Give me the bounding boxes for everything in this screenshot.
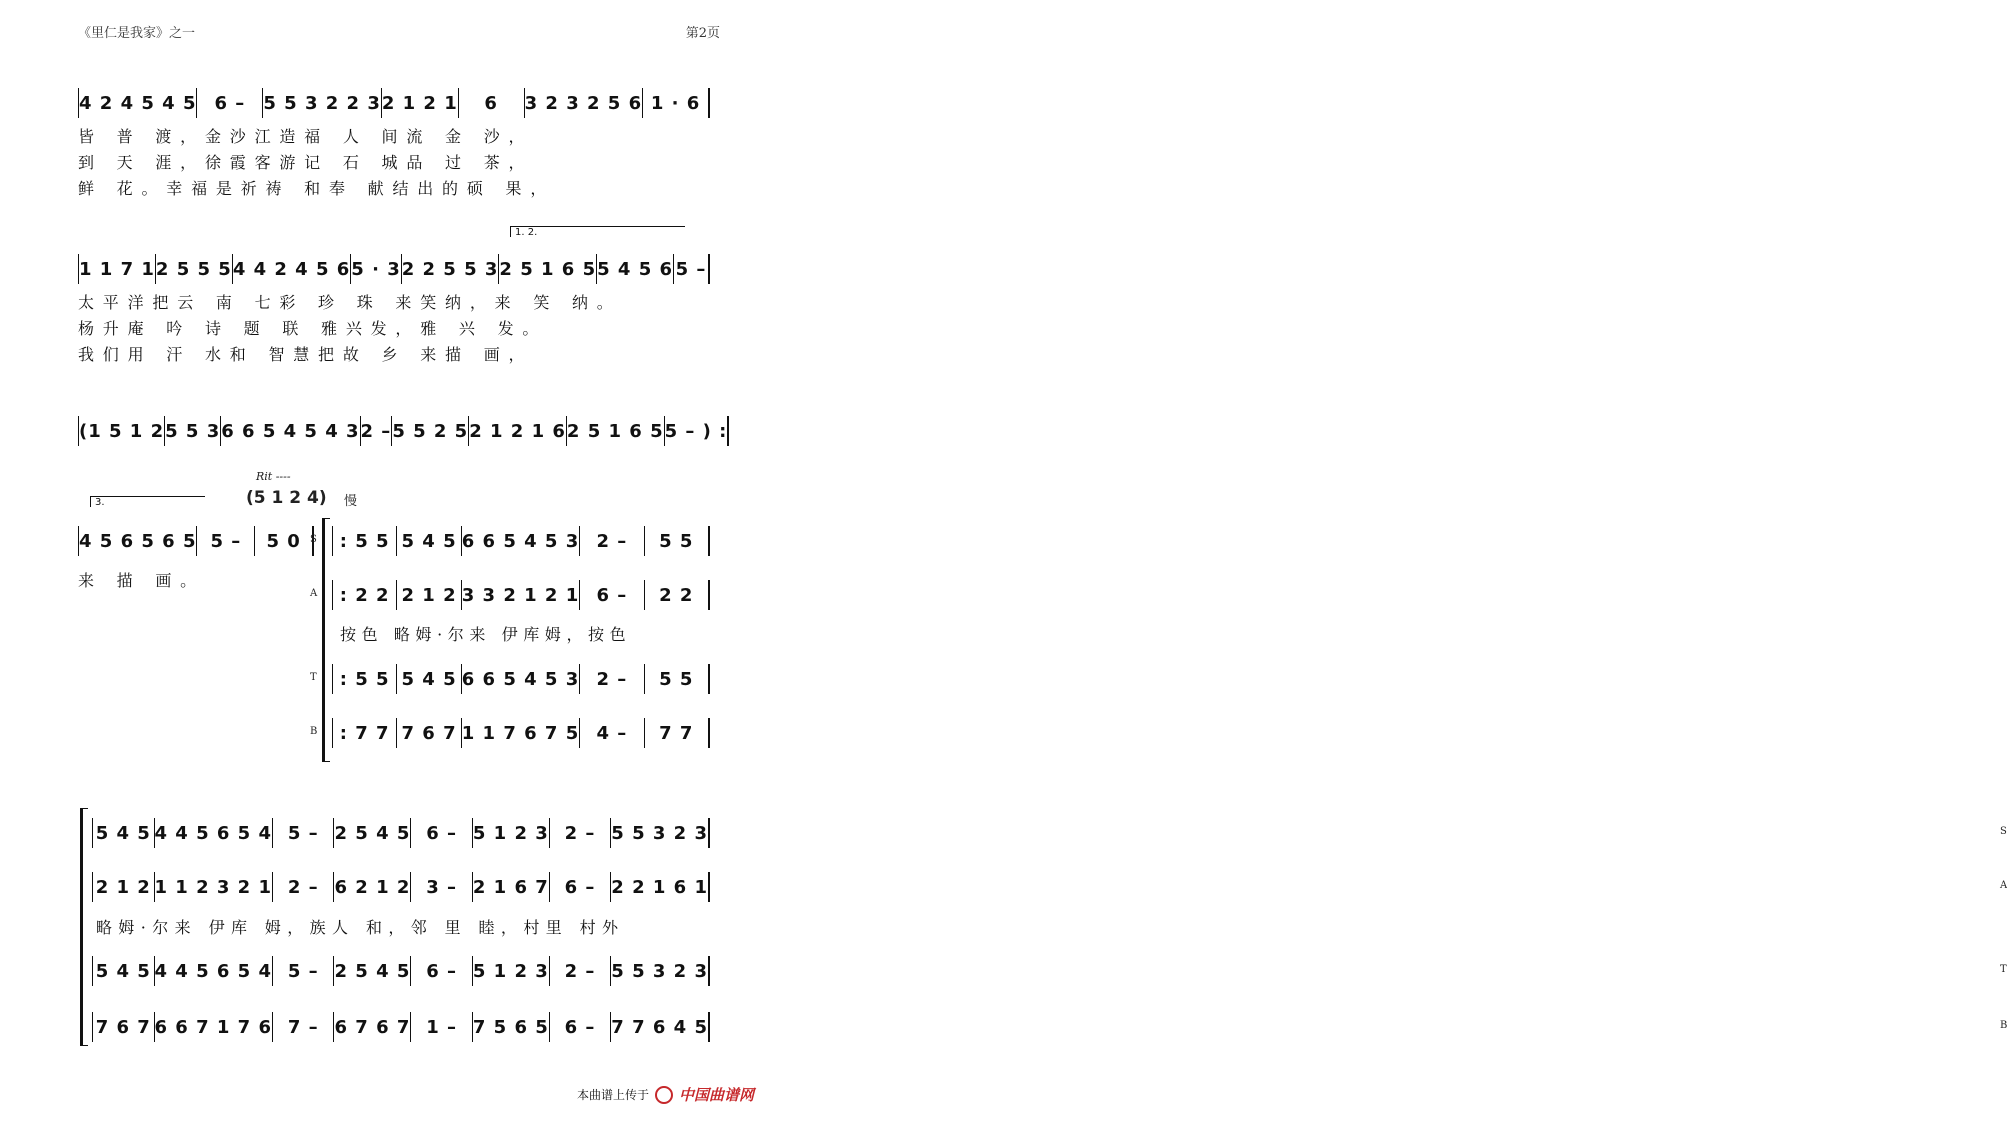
system-3-measure: 6 6 5 4 5 4 3 [221, 416, 360, 446]
part-b-measure: 7 6 7 [92, 1012, 155, 1042]
system-2-lyric-1: 太平洋把云 南 七彩 珍 珠 来笑纳，来 笑 纳。 [78, 293, 622, 312]
rit-marking: Rit ---- [256, 470, 291, 483]
part-s-measure: 2 5 4 5 [334, 818, 411, 848]
part-b-measure: 1 1 7 6 7 5 [462, 718, 580, 748]
part-t-measure: 5 4 5 [92, 956, 155, 986]
part-a-measure: 2 1 6 7 [473, 872, 550, 902]
chorus-brace-1 [322, 518, 330, 762]
system-1-lyric-2: 到 天 涯，徐霞客游记 石 城品 过 茶， [78, 153, 534, 172]
part-a-measure: 2 1 2 [397, 580, 461, 610]
part-b-measure: 7 7 [645, 718, 710, 748]
part-s-measure: 5 4 5 [92, 818, 155, 848]
solo-notes [78, 526, 314, 556]
system-1-measure: 6 – [197, 88, 263, 118]
volta-3: 3. [90, 496, 205, 507]
part-a-measure: 2 1 2 [92, 872, 155, 902]
system-2-measure: 5 · 3 [351, 254, 401, 284]
system-2-lyric-2: 杨升庵 吟 诗 题 联 雅兴发，雅 兴 发。 [78, 319, 548, 338]
score-title: 《里仁是我家》之一 [78, 26, 196, 41]
system-2-measure: 1 1 7 1 [78, 254, 156, 284]
system-2-measure: 5 4 5 6 [597, 254, 674, 284]
rit-notes: (5 1 2 4) [246, 488, 327, 508]
system-3-measure: 2 – [361, 416, 393, 446]
part-s-measure: 5 5 [645, 526, 710, 556]
part-t-measure: 6 6 5 4 5 3 [462, 664, 580, 694]
system-1-measure: 5 5 3 2 2 3 [263, 88, 381, 118]
part-a-measure: 6 2 1 2 [334, 872, 411, 902]
solo-measure: 5 0 [255, 526, 314, 556]
part-s-measure: 5 4 5 [397, 526, 461, 556]
part-label-t: T [2000, 964, 2007, 975]
part-t-notes [92, 956, 710, 986]
system-1-measure: 1 · 6 [643, 88, 710, 118]
system-2-notes [78, 254, 710, 284]
part-s-measure: 5 5 3 2 3 [611, 818, 710, 848]
part-s-notes [332, 526, 710, 556]
system-1-measure: 2 1 2 1 [382, 88, 459, 118]
volta-1-2: 1. 2. [510, 226, 685, 237]
system-3-measure: 5 5 2 5 [392, 416, 469, 446]
system-1-lyric-1: 皆 普 渡，金沙江造福 人 间流 金 沙， [78, 127, 534, 146]
part-b-measure: : 7 7 [332, 718, 397, 748]
part-a-measure: 1 1 2 3 2 1 [155, 872, 273, 902]
part-b-measure: 7 – [273, 1012, 335, 1042]
system-3-notes [78, 416, 728, 446]
part-t-measure: 5 5 3 2 3 [611, 956, 710, 986]
part-s-measure: 2 – [550, 818, 612, 848]
part-label-b: B [2000, 1020, 2007, 1031]
footer-text: 本曲谱上传于 [576, 1088, 649, 1102]
system-3-measure: 5 5 3 [165, 416, 221, 446]
part-a-measure: : 2 2 [332, 580, 397, 610]
system-2-measure: 2 2 5 5 3 [402, 254, 500, 284]
part-t-measure: 5 5 [645, 664, 710, 694]
part-t-notes [332, 664, 710, 694]
part-s-notes [92, 818, 710, 848]
system-1-measure: 6 [459, 88, 525, 118]
part-a-measure: 6 – [580, 580, 644, 610]
tempo-marking: 慢 [344, 494, 358, 509]
part-t-measure: 2 – [580, 664, 644, 694]
part-b-measure: 7 6 7 [397, 718, 461, 748]
part-t-measure: 2 – [550, 956, 612, 986]
system-1-lyric-3: 鲜 花。幸福是祈祷 和奉 献结出的硕 果， [78, 179, 556, 198]
system-2-measure: 2 5 1 6 5 [499, 254, 597, 284]
part-label-s: S [310, 534, 317, 545]
system-2-measure: 2 5 5 5 [156, 254, 233, 284]
chorus-brace-2 [80, 808, 88, 1046]
part-a-measure: 2 2 1 6 1 [611, 872, 710, 902]
part-label-b: B [310, 726, 318, 737]
part-t-measure: 5 – [273, 956, 335, 986]
part-b-measure: 7 7 6 4 5 [611, 1012, 710, 1042]
system-2-lyric-3: 我们用 汗 水和 智慧把故 乡 来描 画， [78, 345, 534, 364]
part-a-measure: 3 3 2 1 2 1 [462, 580, 580, 610]
system-1-measure: 4 2 4 5 4 5 [78, 88, 197, 118]
chorus-lyric-2: 略姆·尔来 伊库 姆，族人 和，邻 里 睦，村里 村外 [96, 918, 625, 937]
system-3-measure: (1 5 1 2 [78, 416, 165, 446]
part-b-measure: 4 – [580, 718, 644, 748]
page-number: 第2页 [685, 26, 720, 41]
part-t-measure: : 5 5 [332, 664, 397, 694]
part-s-measure: 5 – [273, 818, 335, 848]
part-label-t: T [310, 672, 317, 683]
solo-measure: 4 5 6 5 6 5 [78, 526, 197, 556]
system-3-measure: 5 – ) : [665, 416, 730, 446]
part-a-measure: 2 – [273, 872, 335, 902]
part-b-notes [332, 718, 710, 748]
system-1-notes [78, 88, 710, 118]
part-label-a: A [2000, 880, 2007, 891]
system-2-measure: 5 – [674, 254, 710, 284]
part-b-notes [92, 1012, 710, 1042]
part-s-measure: 2 – [580, 526, 644, 556]
system-3-measure: 2 5 1 6 5 [567, 416, 665, 446]
solo-lyric: 来 描 画。 [78, 571, 205, 590]
part-s-measure: 4 4 5 6 5 4 [155, 818, 273, 848]
part-t-measure: 2 5 4 5 [334, 956, 411, 986]
part-b-measure: 6 – [550, 1012, 612, 1042]
system-2-measure: 4 4 2 4 5 6 [233, 254, 351, 284]
footer [577, 1084, 754, 1105]
part-a-measure: 6 – [550, 872, 612, 902]
part-t-measure: 5 1 2 3 [473, 956, 550, 986]
part-label-s: S [2000, 826, 2007, 837]
part-a-notes [332, 580, 710, 610]
system-3-measure: 2 1 2 1 6 [469, 416, 567, 446]
part-t-measure: 6 – [411, 956, 473, 986]
solo-measure: 5 – [197, 526, 255, 556]
part-b-measure: 1 – [411, 1012, 473, 1042]
part-s-measure: 5 1 2 3 [473, 818, 550, 848]
part-s-measure: : 5 5 [332, 526, 397, 556]
part-t-measure: 4 4 5 6 5 4 [155, 956, 273, 986]
system-1-measure: 3 2 3 2 5 6 [525, 88, 643, 118]
part-a-measure: 3 – [411, 872, 473, 902]
part-b-measure: 6 6 7 1 7 6 [155, 1012, 273, 1042]
part-a-notes [92, 872, 710, 902]
part-s-measure: 6 – [411, 818, 473, 848]
part-label-a: A [310, 588, 318, 599]
part-t-measure: 5 4 5 [397, 664, 461, 694]
part-b-measure: 7 5 6 5 [473, 1012, 550, 1042]
chorus-lyric-1: 按色 略姆·尔来 伊库姆，按色 [340, 625, 632, 644]
site-logo: 中国曲谱网 [678, 1086, 754, 1104]
part-s-measure: 6 6 5 4 5 3 [462, 526, 580, 556]
part-b-measure: 6 7 6 7 [334, 1012, 411, 1042]
logo-icon [655, 1086, 673, 1104]
part-a-measure: 2 2 [645, 580, 710, 610]
